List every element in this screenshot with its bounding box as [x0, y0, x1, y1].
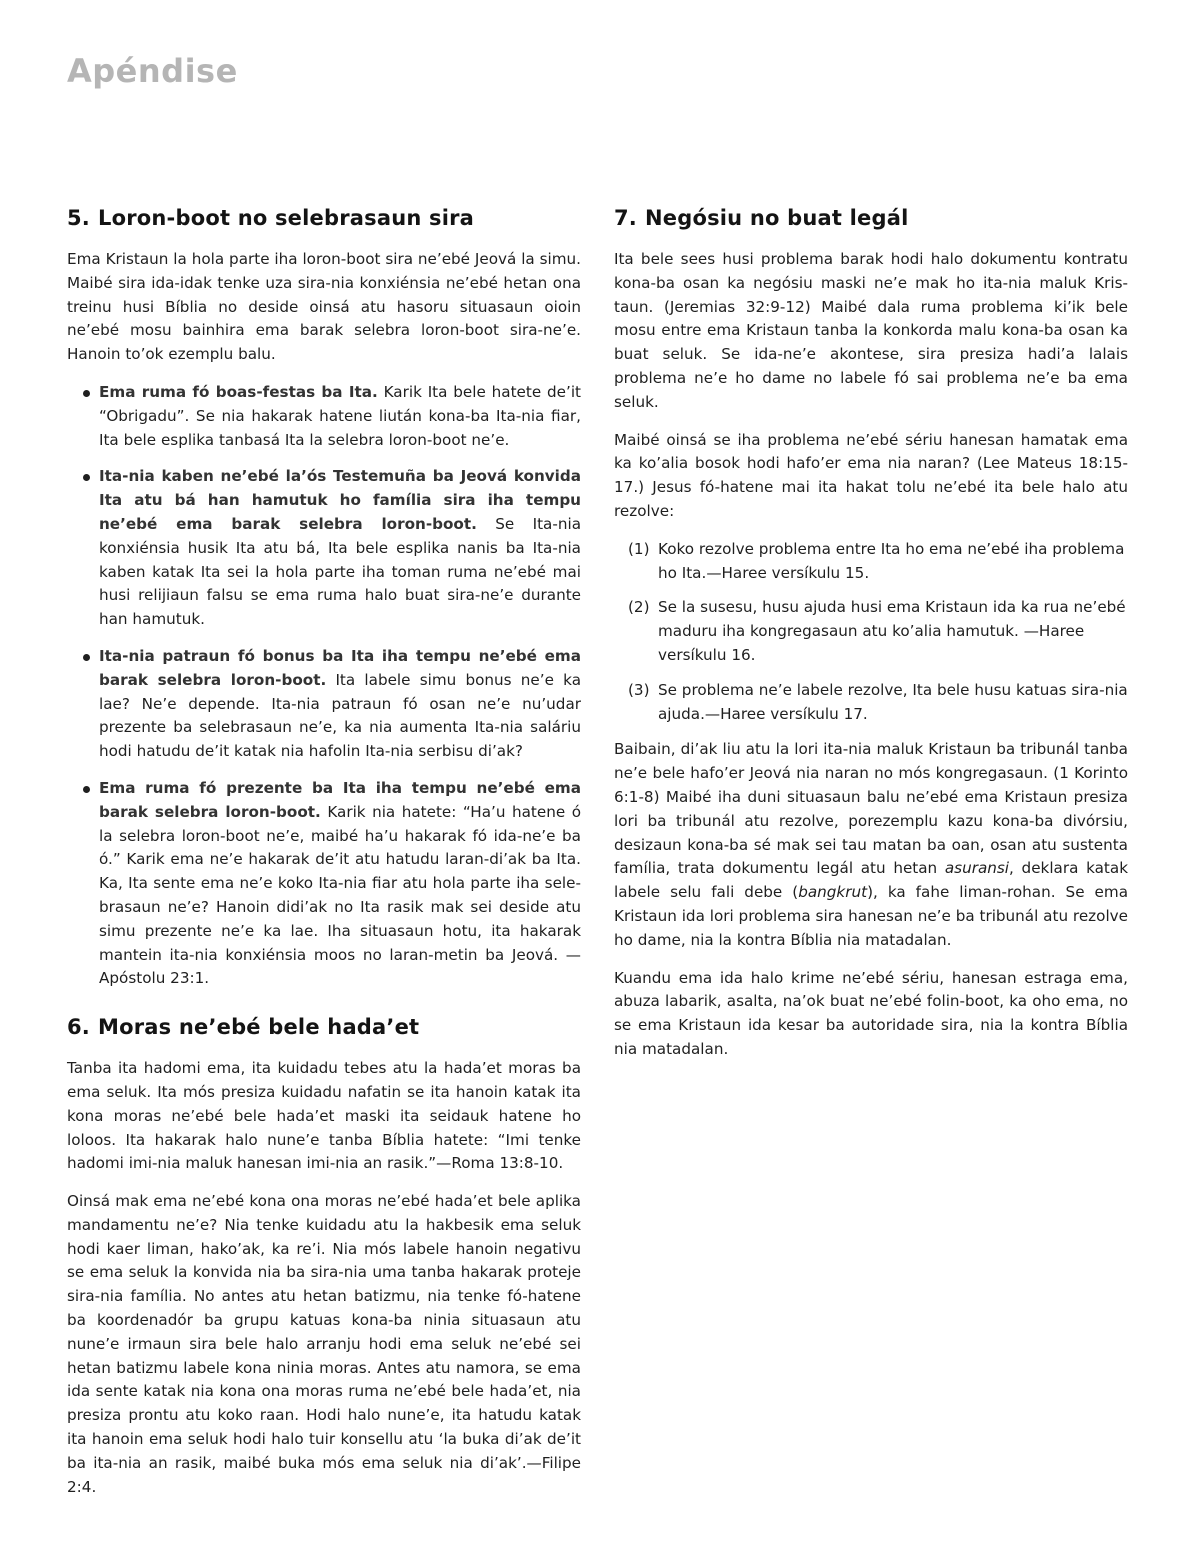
section-7-paragraph-1: Ita bele sees husi problema barak hodi halo dokumentu kontratu kona-ba osan ka negósiu maski ne’e mak ho ita-nia maluk Kristaun. (Jeremias 32:9-12) Maibé dala ruma problema ki’ik bele mosu entre ema Kristaun tanba la konkorda malu kona-ba osan ka buat seluk. Se ida-ne’e akontese, sira presiza hadi’a lalais problema ne’e ho dame no labele fó sai problema ne’e ba ema seluk. [614, 250, 1128, 411]
italic-term: asuransi [944, 859, 1010, 878]
bullet-item [99, 381, 581, 452]
bullet-item [99, 645, 581, 764]
section-6-paragraph-1: Tanba ita hadomi ema, ita kuidadu tebes atu la hada’et moras ba ema seluk. Ita mós presiza kuidadu nafatin se ita hanoin katak ita kona moras ne’ebé bele hada’et maski ita seidauk hatene ho loloos. Ita hakarak halo nune’e tanba Bíblia hatete: “Imi tenke hadomi imi-nia maluk hanesan imi-nia an rasik.”—Roma 13:8-10. [67, 1059, 581, 1173]
step-text: Se la susesu, husu ajuda husi ema Kristaun ida ka rua ne’ebé maduru iha kongregasaun atu ko’alia hamutuk. —Haree versíkulu 16. [658, 598, 1126, 664]
bullet-text: Karik nia hatete: “Ha’u hatene ó la selebra loron-boot ne’e, maibé ha’u hakarak fó ida-ne’e ba ó.” Karik ema ne’e hakarak de’it atu hatudu laran-di’ak ba Ita. Ka, Ita sente ema ne’e koko Ita-nia fiar atu hola parte iha selebrasaun ne’e? Hanoin didi’ak no Ita rasik mak sei deside atu simu prezente ne’e ka lae. Iha situasaun hotu, ita hakarak mantein ita-nia konxiénsia moos no laran-metin ba Jeová. —Apóstolu 23:1. [99, 802, 581, 988]
italic-term: bangkrut [798, 883, 868, 902]
section-5-birthdays [67, 204, 581, 991]
page-header-title: Apéndise [67, 52, 238, 90]
section-5-heading [67, 204, 581, 232]
step-marker: (3) [628, 680, 650, 699]
step-item [628, 538, 1128, 586]
bullet-text: Se Ita-nia konxiénsia husik Ita atu bá, Ita bele esplika nanis ba Ita-nia kaben katak Ita sei la hola parte iha toman ruma ne’ebé mai husi relijiaun falsu se ema ruma halo buat sira-ne’e durante han hamutuk. [99, 514, 581, 629]
section-7-business-legal [614, 204, 1128, 1062]
bullet-text: Ita labele simu bonus ne’e ka lae? Ne’e depende. Ita-nia patraun fó osan ne’e nu’udar prezente ba selebrasaun ne’e, ka nia aumenta Ita-nia saláriu hodi hatudu de’it katak nia hafolin Ita-nia serbisu di’ak? [99, 670, 581, 761]
step-marker: (2) [628, 598, 650, 617]
bullet-lead: Ema ruma fó boas-festas ba Ita. [99, 382, 378, 401]
section-number: 7. [614, 206, 637, 230]
section-7-paragraph-4: Kuandu ema ida halo krime ne’ebé sériu, hanesan estraga ema, abuza labarik, asalta, na’ok buat ne’ebé folin-boot, ka oho ema, no se ema Kristaun ida kesar ba autoridade sira, nia la kontra Bíblia nia matadalan. [614, 968, 1128, 1058]
step-marker: (1) [628, 539, 650, 558]
bullet-item [99, 465, 581, 632]
text-run: Baibain, di’ak liu atu la lori ita-nia maluk Kristaun ba tribunál tanba ne’e bele hafo’er Jeová nia naran no mós kongregasaun. (1 Korinto 6:1-8) Maibé iha duni situasaun balu ne’ebé ema Kristaun presiza lori ba tribunál atu rezolve, porezemplu kazu kona-ba divórsiu, desizaun kona-ba sé mak sei tau matan ba oan, osan atu sustenta família, trata dokumentu legál atu hetan [614, 740, 1128, 878]
section-6-contagious-disease [67, 1013, 581, 1499]
step-item [628, 596, 1128, 667]
bullet-item [99, 777, 581, 991]
section-5-intro: Ema Kristaun la hola parte iha loron-boot sira ne’ebé Jeová la simu. Maibé sira ida-idak tenke uza sira-nia konxiénsia ne’ebé hetan ona treinu husi Bíblia no deside oinsá atu hasoru situasaun oioin ne’ebé mosu bainhira ema barak selebra loron-boot sira-ne’e. Hanoin to’ok ezemplu balu. [67, 250, 581, 364]
section-6-paragraph-2: Oinsá mak ema ne’ebé kona ona moras ne’ebé hada’et bele aplika mandamentu ne’e? Nia tenke kuidadu atu la hakbesik ema seluk hodi kaer liman, hako’ak, ka re’i. Nia mós labele hanoin negativu se ema seluk la konvida nia ba sira-nia uma tanba hakarak proteje sira-nia família. No antes atu hetan batizmu, nia tenke fó-hatene ba koordenadór ba grupu katuas kona-ba ninia situasaun atu nune’e irmaun sira bele halo arranju hodi ema seluk ne’ebé sei hetan batizmu labele kona ninia moras. Antes atu namora, se ema ida sente katak nia kona ona moras ruma ne’ebé bele hada’et, nia presiza prontu atu koko raan. Hodi halo nune’e, ita hatudu katak ita hanoin ema seluk hodi halo tuir konsellu atu ‘la buka di’ak de’it ba ita-nia an rasik, maibé buka mós ema seluk nia di’ak’.—Filipe 2:4. [67, 1192, 581, 1496]
section-6-heading [67, 1013, 581, 1041]
section-7-steps-list [614, 538, 1128, 727]
right-column [614, 204, 1128, 1084]
step-text: Koko rezolve problema entre Ita ho ema ne’ebé iha problema ho Ita.—Haree versíkulu 15. [658, 539, 1125, 582]
section-7-paragraph-3 [614, 738, 1128, 952]
bullet-lead: Ita-nia kaben ne’ebé la’ós Testemuña ba Jeová konvida Ita atu bá han hamutuk ho família sira iha tempu ne’ebé ema barak selebra loron-boot. [99, 467, 581, 533]
section-title: Moras ne’ebé bele hada’et [98, 1015, 420, 1040]
text-run: , deklara katak labele selu fali debe ( [614, 859, 1128, 902]
section-number: 5. [67, 206, 90, 230]
text-run: ), ka fahe liman-rohan. Se ema Kristaun ida lori problema sira hanesan ne’e ba tribunál atu rezolve ho dame, nia la kontra Bíblia nia matadalan. [614, 883, 1128, 949]
section-title: Loron-boot no selebrasaun sira [98, 206, 475, 230]
bullet-lead: Ema ruma fó prezente ba Ita iha tempu ne’ebé ema barak selebra loron-boot. [99, 778, 581, 821]
step-text: Se problema ne’e labele rezolve, Ita bele husu katuas sira-nia ajuda.—Haree versíkulu 17. [658, 680, 1128, 723]
bullet-text: Karik Ita bele hatete de’it “Obrigadu”. Se nia hakarak hatene liután kona-ba Ita-nia fiar, Ita bele esplika tanbasá Ita la selebra loron-boot ne’e. [99, 382, 582, 449]
section-7-paragraph-2: Maibé oinsá se iha problema ne’ebé sériu hanesan hamatak ema ka ko’alia bosok hodi hafo’er ema nia naran? (Lee Mateus 18:15-17.) Jesus fó-hatene mai ita hakat tolu ne’ebé ita bele halo atu rezolve: [614, 430, 1128, 520]
bullet-lead: Ita-nia patraun fó bonus ba Ita iha tempu ne’ebé ema barak selebra loron-boot. [99, 646, 581, 689]
section-7-heading [614, 204, 1128, 232]
step-item [628, 679, 1128, 727]
section-5-bullet-list [67, 381, 581, 991]
section-number: 6. [67, 1015, 90, 1040]
left-column [67, 204, 581, 1521]
section-title: Negósiu no buat legál [645, 206, 909, 230]
